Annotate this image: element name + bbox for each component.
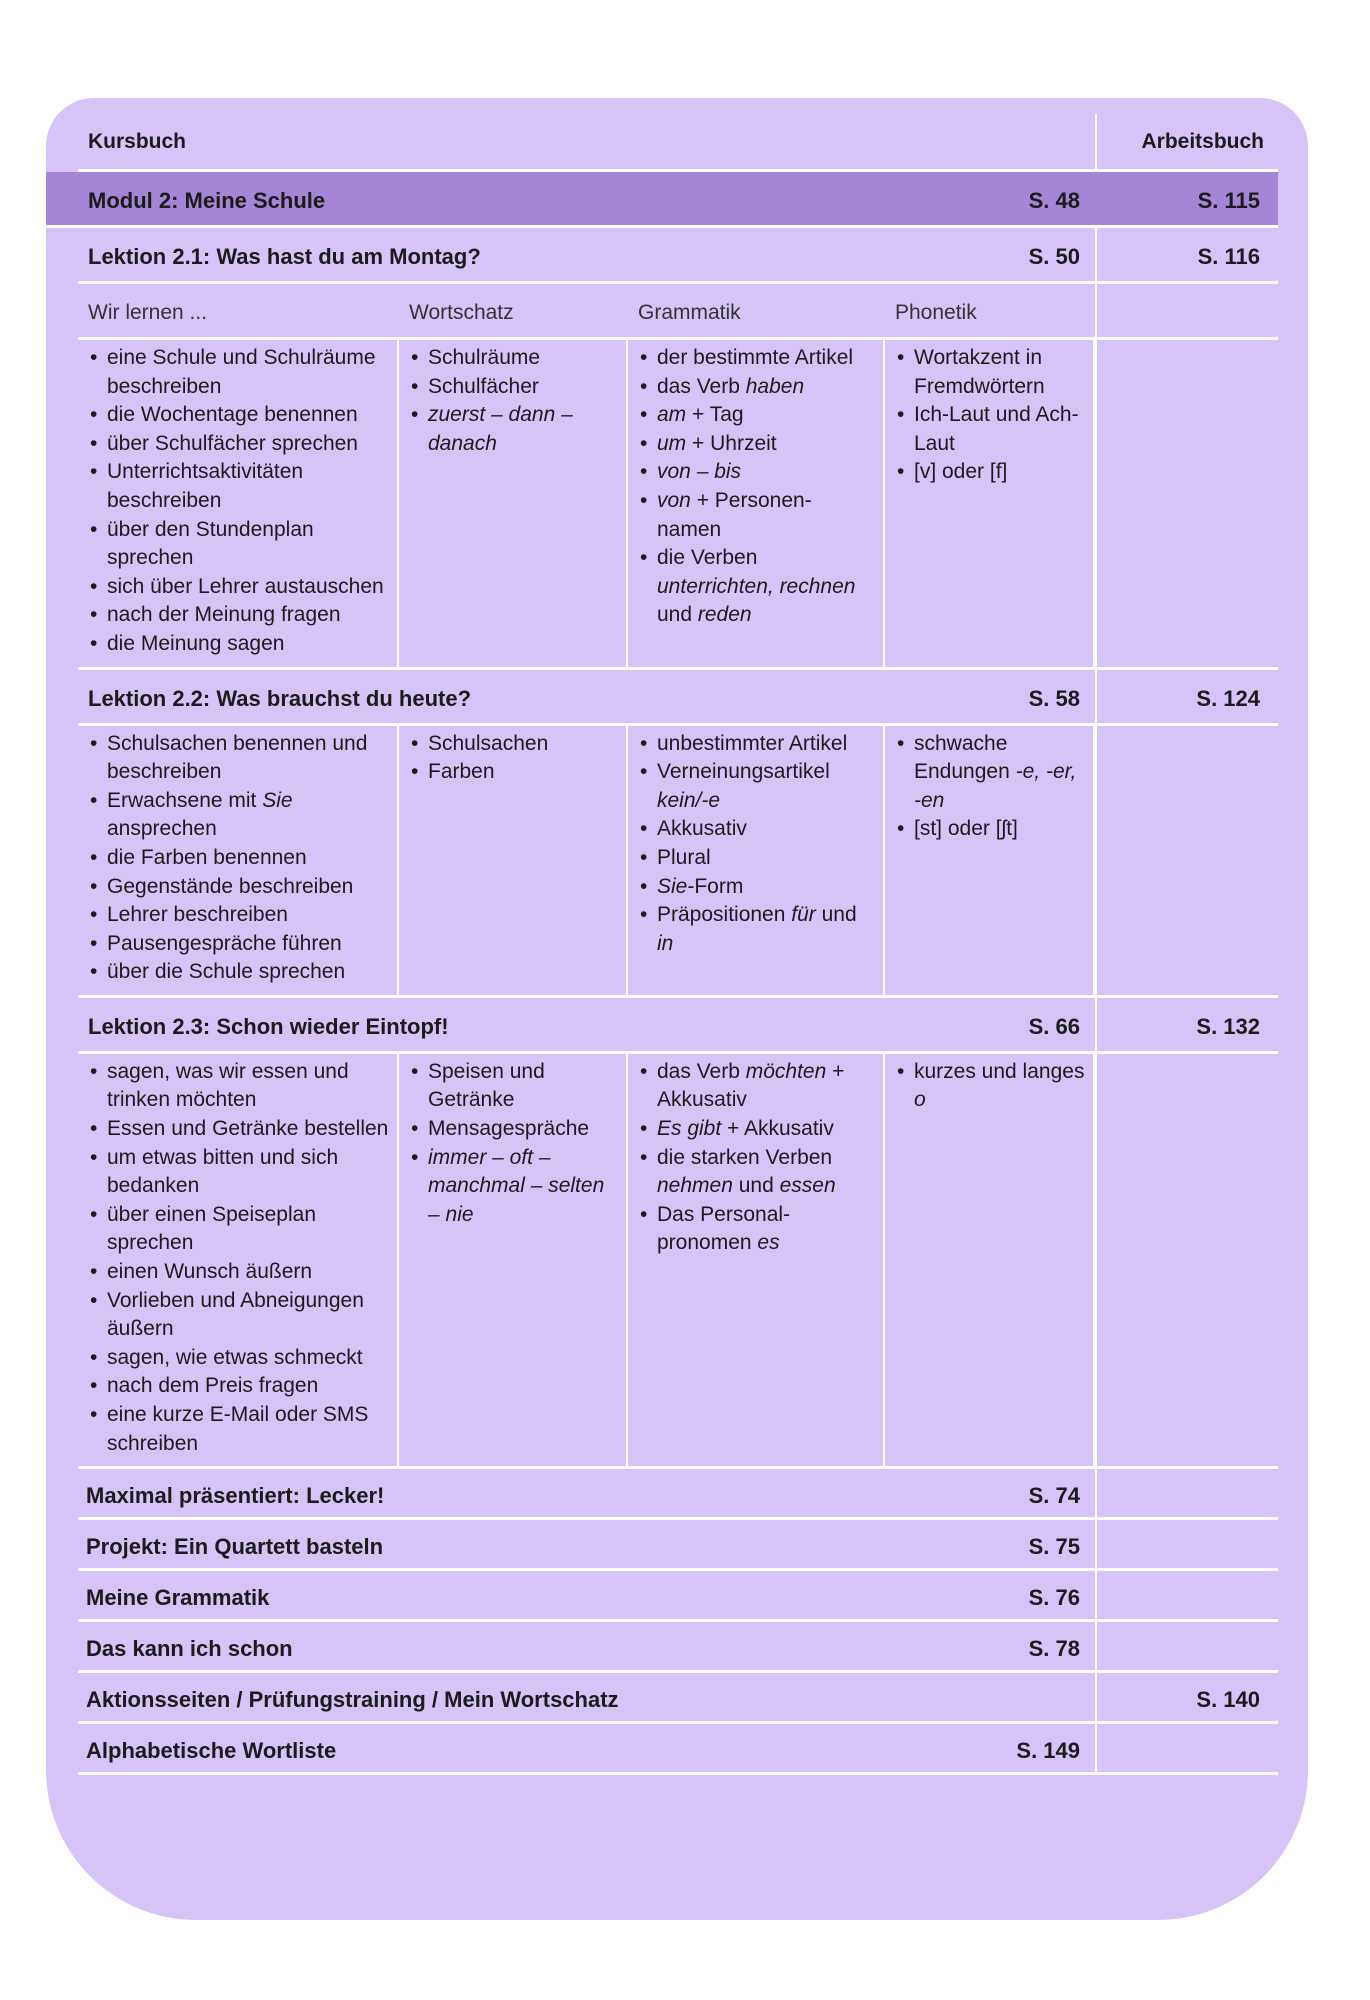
list-item: • Sie-Form — [638, 873, 875, 902]
list-item: • die starken Verben nehmen und essen — [638, 1144, 875, 1201]
lesson-title: Lektion 2.2: Was brauchst du heute? — [88, 685, 472, 711]
col-phonetik: Phonetik — [895, 301, 977, 324]
wortschatz-cell — [399, 340, 628, 667]
list-item: • Lehrer beschreiben — [88, 901, 389, 930]
list-item: • Verneinungsartikel kein/-e — [638, 758, 875, 815]
col-grammatik: Grammatik — [638, 301, 741, 324]
list-item: • um + Uhrzeit — [638, 430, 875, 459]
list-item: • Wortakzent in Fremdwörtern — [895, 344, 1085, 401]
wir-lernen-cell — [78, 1054, 399, 1466]
list-item: • Gegenstände beschreiben — [88, 873, 389, 902]
toc-table — [78, 114, 1278, 1775]
list-item: • das Verb möchten + Akkusativ — [638, 1058, 875, 1115]
extra-title: Maximal präsentiert: Lecker! — [86, 1483, 385, 1509]
lesson-kb-page: S. 50 — [1028, 244, 1080, 269]
list-item: • Essen und Getränke bestellen — [88, 1115, 389, 1144]
extra-title: Projekt: Ein Quartett basteln — [86, 1534, 384, 1560]
arbeitsbuch-cell — [1095, 340, 1278, 667]
grammatik-cell — [628, 340, 885, 667]
lesson-title: Lektion 2.1: Was hast du am Montag? — [88, 244, 481, 269]
list-item: • nach der Meinung fragen — [88, 601, 389, 630]
list-item: • Ich-Laut und Ach-Laut — [895, 401, 1085, 458]
list-item: • [v] oder [f] — [895, 458, 1085, 487]
extra-kb-page: S. 149 — [1016, 1738, 1080, 1764]
list-item: • eine kurze E-Mail oder SMS schreiben — [88, 1401, 389, 1458]
list-item: • der bestimmte Artikel — [638, 344, 875, 373]
list-item: • Mensagespräche — [409, 1115, 618, 1144]
lesson-ab-page: S. 132 — [1196, 1013, 1260, 1039]
phonetik-cell — [885, 340, 1095, 667]
wortschatz-cell — [399, 1054, 628, 1466]
list-item: • Es gibt + Akkusativ — [638, 1115, 875, 1144]
list-item: • sich über Lehrer austauschen — [88, 573, 389, 602]
wir-lernen-cell — [78, 726, 399, 995]
col-wortschatz: Wortschatz — [409, 301, 514, 324]
list-item: • sagen, was wir essen und trinken möchten — [88, 1058, 389, 1115]
extra-row — [78, 1622, 1278, 1673]
extra-row — [78, 1724, 1278, 1775]
list-item: • Das Personal-pronomen es — [638, 1201, 875, 1258]
list-item: • die Wochentage benennen — [88, 401, 389, 430]
phonetik-cell — [885, 726, 1095, 995]
list-item: • um etwas bitten und sich bedanken — [88, 1144, 389, 1201]
list-item: • Erwachsene mit Sie ansprechen — [88, 787, 389, 844]
arbeitsbuch-cell — [1095, 1054, 1278, 1466]
extra-title: Aktionsseiten / Prüfungstraining / Mein Wortschatz — [86, 1687, 619, 1713]
list-item: • die Meinung sagen — [88, 630, 389, 659]
list-item: • unbestimmter Artikel — [638, 730, 875, 759]
list-item: • sagen, wie etwas schmeckt — [88, 1344, 389, 1373]
list-item: • am + Tag — [638, 401, 875, 430]
list-item: • die Verben unterrichten, rechnen und reden — [638, 544, 875, 630]
list-item: • Schulsachen benennen und beschreiben — [88, 730, 389, 787]
grammatik-cell — [628, 726, 885, 995]
lesson-title: Lektion 2.3: Schon wieder Eintopf! — [88, 1013, 449, 1039]
arbeitsbuch-heading: Arbeitsbuch — [1141, 130, 1264, 153]
list-item: • Plural — [638, 844, 875, 873]
lesson-kb-page: S. 58 — [1028, 685, 1080, 711]
lesson-title-row — [78, 228, 1278, 284]
header-row — [78, 114, 1278, 172]
extra-title: Meine Grammatik — [86, 1585, 270, 1611]
list-item: • Farben — [409, 758, 618, 787]
list-item: • eine Schule und Schulräume beschreiben — [88, 344, 389, 401]
modul-ab-page: S. 115 — [1197, 188, 1260, 213]
list-item: • Präpositionen für und in — [638, 901, 875, 958]
list-item: • Speisen und Getränke — [409, 1058, 618, 1115]
list-item: • immer – oft – manchmal – selten – nie — [409, 1144, 618, 1230]
extra-ab-page: S. 140 — [1196, 1687, 1260, 1713]
arbeitsbuch-cell — [1095, 726, 1278, 995]
lesson-content-row — [78, 1054, 1278, 1469]
extra-kb-page: S. 74 — [1028, 1483, 1080, 1509]
list-item: • schwache Endungen -e, -er, -en — [895, 730, 1085, 816]
grammatik-cell — [628, 1054, 885, 1466]
list-item: • einen Wunsch äußern — [88, 1258, 389, 1287]
modul-row — [46, 172, 1278, 228]
list-item: • Schulfächer — [409, 373, 618, 402]
list-item: • Pausengespräche führen — [88, 930, 389, 959]
list-item: • Vorlieben und Abneigungen äußern — [88, 1287, 389, 1344]
list-item: • über Schulfächer sprechen — [88, 430, 389, 459]
lesson-content-row — [78, 726, 1278, 998]
extra-row — [78, 1520, 1278, 1571]
list-item: • nach dem Preis fragen — [88, 1372, 389, 1401]
list-item: • Schulsachen — [409, 730, 618, 759]
wir-lernen-cell — [78, 340, 399, 667]
list-item: • Schulräume — [409, 344, 618, 373]
lesson-title-row — [78, 998, 1278, 1054]
extra-kb-page: S. 76 — [1028, 1585, 1080, 1611]
list-item: • über den Stundenplan sprechen — [88, 516, 389, 573]
list-item: • Akkusativ — [638, 815, 875, 844]
list-item: • über die Schule sprechen — [88, 958, 389, 987]
lesson-kb-page: S. 66 — [1028, 1013, 1080, 1039]
lesson-title-row — [78, 670, 1278, 726]
list-item: • kurzes und langes o — [895, 1058, 1085, 1115]
extra-title: Alphabetische Wortliste — [86, 1738, 337, 1764]
list-item: • das Verb haben — [638, 373, 875, 402]
list-item: • von + Personen-namen — [638, 487, 875, 544]
list-item: • über einen Speiseplan sprechen — [88, 1201, 389, 1258]
extra-row — [78, 1571, 1278, 1622]
list-item: • zuerst – dann – danach — [409, 401, 618, 458]
list-item: • Unterrichtsaktivitäten beschreiben — [88, 458, 389, 515]
modul-title: Modul 2: Meine Schule — [88, 188, 326, 213]
column-header-row — [78, 284, 1278, 340]
phonetik-cell — [885, 1054, 1095, 1466]
extra-kb-page: S. 75 — [1028, 1534, 1080, 1560]
extra-row — [78, 1469, 1278, 1520]
extra-title: Das kann ich schon — [86, 1636, 293, 1662]
lesson-ab-page: S. 124 — [1196, 685, 1260, 711]
list-item: • [st] oder [ʃt] — [895, 815, 1085, 844]
modul-kb-page: S. 48 — [1028, 188, 1080, 213]
extra-kb-page: S. 78 — [1028, 1636, 1080, 1662]
lesson-ab-page: S. 116 — [1197, 244, 1260, 269]
list-item: • von – bis — [638, 458, 875, 487]
lesson-content-row — [78, 340, 1278, 670]
kursbuch-heading: Kursbuch — [88, 130, 187, 153]
list-item: • die Farben benennen — [88, 844, 389, 873]
wortschatz-cell — [399, 726, 628, 995]
col-wir-lernen: Wir lernen ... — [88, 301, 208, 324]
extra-row — [78, 1673, 1278, 1724]
